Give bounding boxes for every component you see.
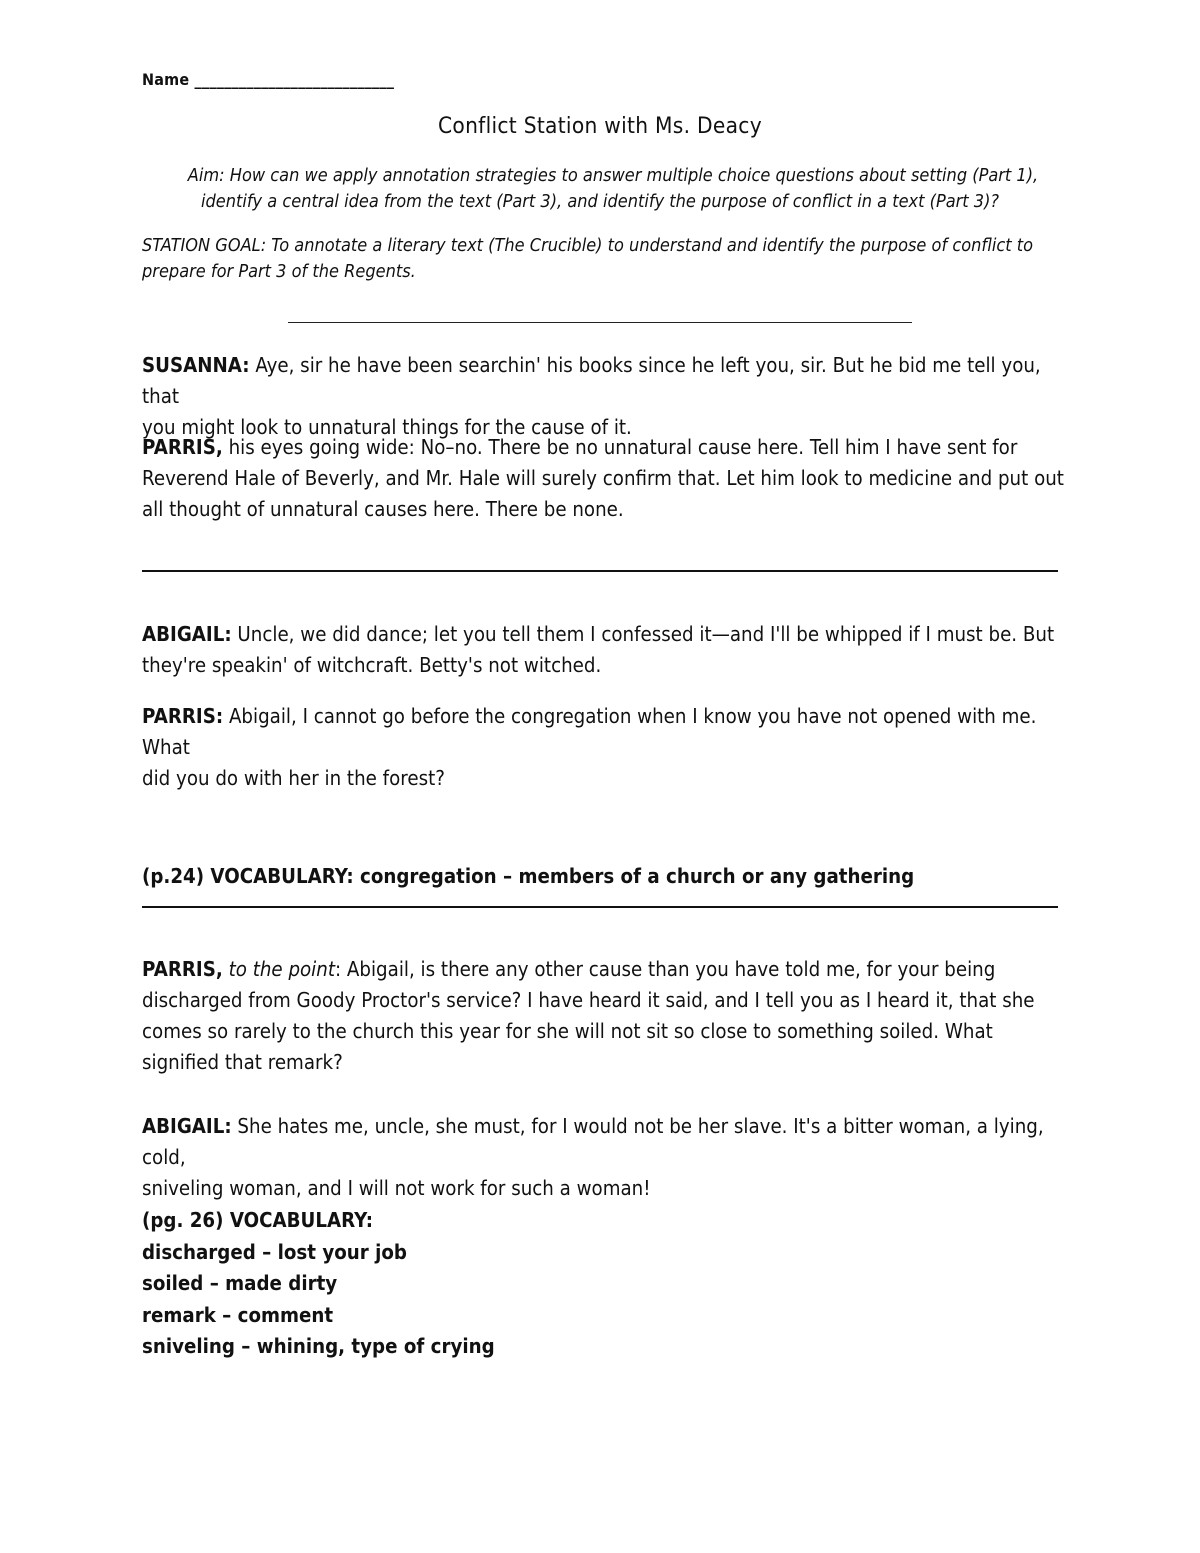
- page-title: Conflict Station with Ms. Deacy: [438, 114, 762, 139]
- speaker-parris: PARRIS,: [142, 435, 223, 459]
- dialogue-text: : Abigail, is there any other cause than you have told me, for your being: [334, 957, 996, 981]
- vocabulary-item: soiled – made dirty: [142, 1271, 338, 1295]
- dialogue-text: they're speakin' of witchcraft. Betty's not witched.: [142, 653, 602, 677]
- dialogue-text: all thought of unnatural causes here. There be none.: [142, 497, 624, 521]
- dialogue-text: did you do with her in the forest?: [142, 766, 445, 790]
- dialogue-text: Uncle, we did dance; let you tell them I confessed it—and I'll be whipped if I must be. But: [231, 622, 1055, 646]
- aim-statement: [187, 163, 1039, 215]
- vocabulary-item: discharged – lost your job: [142, 1239, 407, 1264]
- parris-dialogue-1: [142, 432, 1068, 525]
- dialogue-text: comes so rarely to the church this year for she will not sit so close to something soiled. What: [142, 1019, 993, 1043]
- name-field-label: Name ___________________________: [142, 70, 395, 89]
- parris-dialogue-2: [142, 701, 1068, 794]
- speaker-parris: PARRIS,: [142, 957, 223, 981]
- goal-line-2: prepare for Part 3 of the Regents.: [142, 261, 416, 282]
- dialogue-text: Aye, sir he have been searchin' his books since he left you, sir. But he bid me tell you, that: [142, 353, 1041, 408]
- dialogue-text: sniveling woman, and I will not work for such a woman!: [142, 1176, 651, 1200]
- vocabulary-item: remark – comment: [142, 1302, 334, 1327]
- aim-line-1: Aim: How can we apply annotation strategies to answer multiple choice questions about setting (Part 1),: [187, 165, 1039, 186]
- section-divider-1: [142, 570, 1058, 572]
- goal-line-1: STATION GOAL: To annotate a literary text (The Crucible) to understand and identify the purpose of conflict to: [142, 235, 1034, 256]
- vocabulary-heading: (pg. 26) VOCABULARY:: [142, 1208, 374, 1232]
- parris-dialogue-3: [142, 954, 1068, 1078]
- header-divider: [288, 322, 912, 323]
- abigail-dialogue-2: [142, 1111, 1068, 1204]
- aim-line-2: identify a central idea from the text (Part 3), and identify the purpose of conflict in a text (Part 3)?: [200, 191, 1000, 212]
- susanna-dialogue: [142, 350, 1068, 443]
- vocabulary-note-1: (p.24) VOCABULARY: congregation – members of a church or any gathering: [142, 864, 915, 888]
- speaker-parris: PARRIS:: [142, 704, 224, 728]
- stage-direction: to the point: [222, 957, 335, 981]
- dialogue-text: Abigail, I cannot go before the congregation when I know you have not opened with me. What: [142, 704, 1037, 759]
- vocabulary-item: sniveling – whining, type of crying: [142, 1334, 495, 1358]
- dialogue-text: you might look to unnatural things for the cause of it.: [142, 415, 632, 439]
- vocabulary-list: [142, 1205, 495, 1363]
- speaker-abigail: ABIGAIL:: [142, 622, 232, 646]
- speaker-susanna: SUSANNA:: [142, 353, 250, 377]
- station-goal: [142, 233, 1051, 285]
- section-divider-2: [142, 906, 1058, 908]
- dialogue-text: his eyes going wide: No–no. There be no unnatural cause here. Tell him I have sent for: [222, 435, 1018, 459]
- dialogue-text: signified that remark?: [142, 1050, 343, 1074]
- speaker-abigail: ABIGAIL:: [142, 1114, 232, 1138]
- abigail-dialogue-1: [142, 619, 1068, 681]
- dialogue-text: Reverend Hale of Beverly, and Mr. Hale will surely confirm that. Let him look to medicine and put out: [142, 466, 1064, 490]
- dialogue-text: She hates me, uncle, she must, for I would not be her slave. It's a bitter woman, a lying, cold,: [142, 1114, 1044, 1169]
- dialogue-text: discharged from Goody Proctor's service? I have heard it said, and I tell you as I heard it, that she: [142, 988, 1035, 1012]
